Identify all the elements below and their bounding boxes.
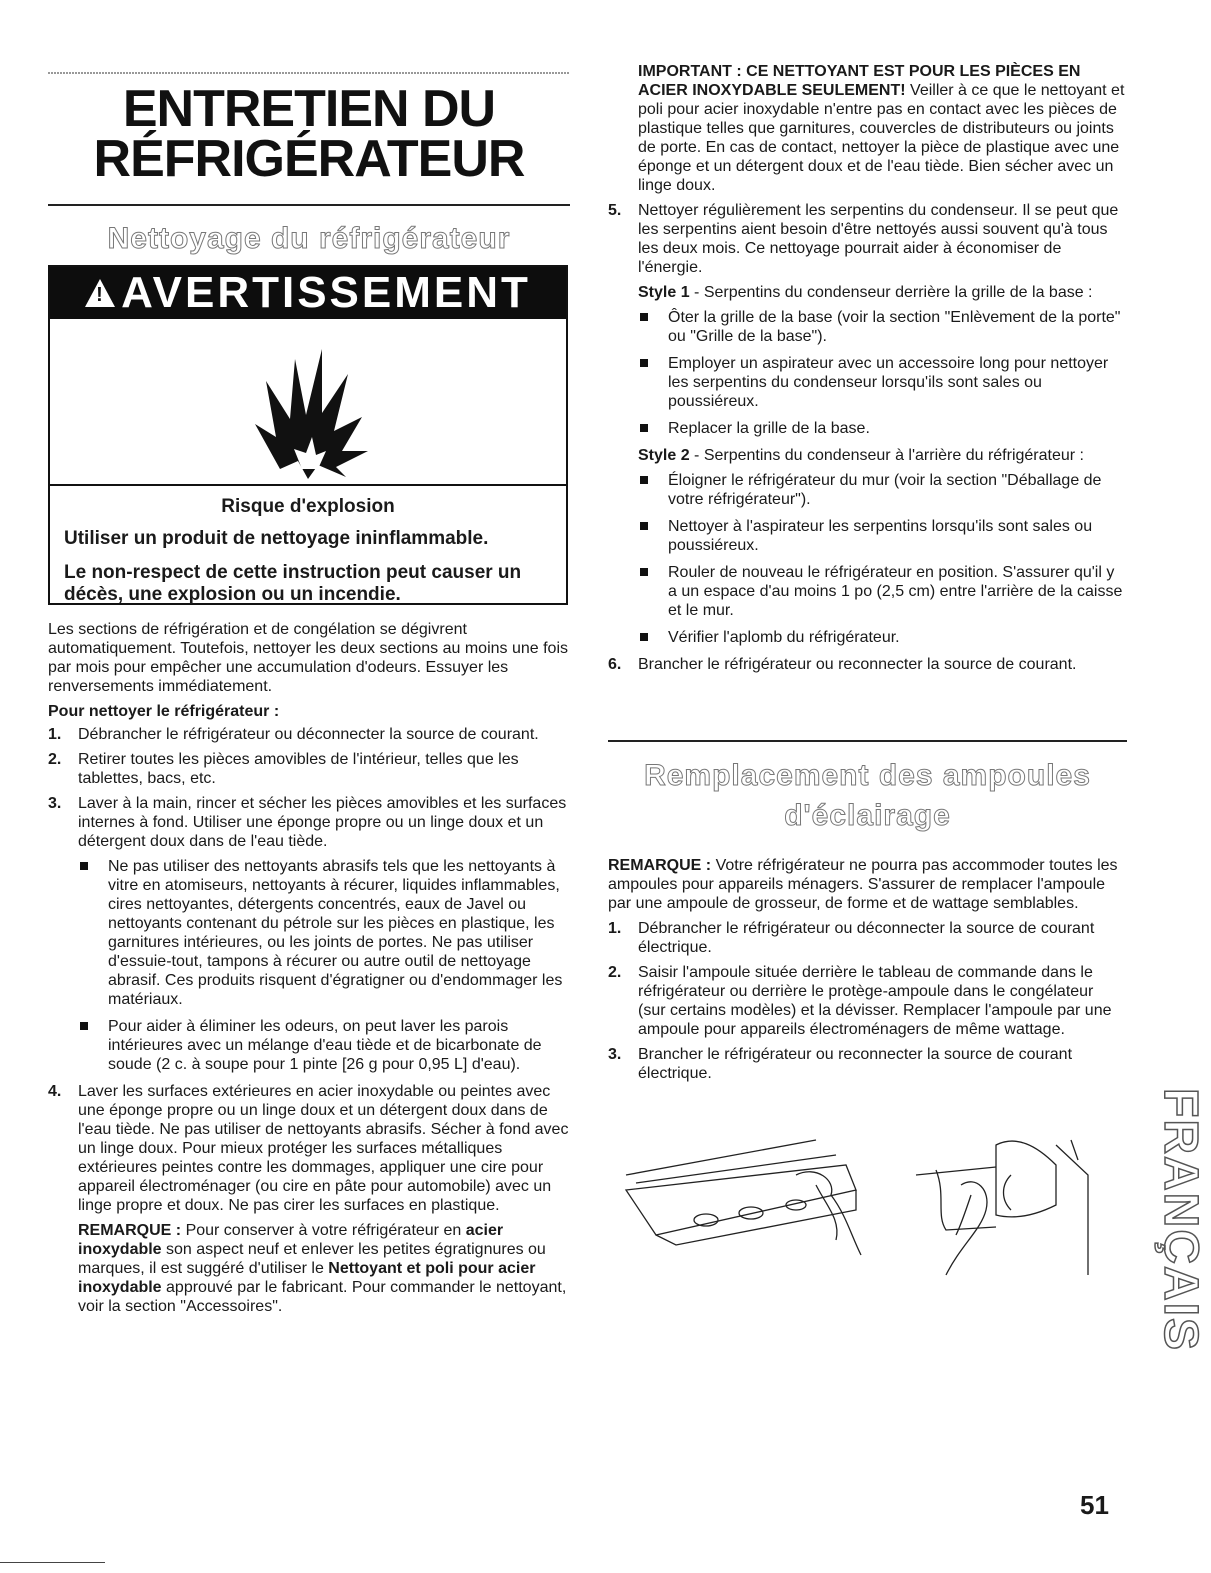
warning-line1: Utiliser un produit de nettoyage ininflammable. xyxy=(64,528,489,549)
style1-heading: Style 1 - Serpentins du condenseur derrière la grille de la base : xyxy=(638,284,1093,301)
warning-header xyxy=(50,267,566,319)
list-item: 6. Brancher le réfrigérateur ou reconnecter la source de courant. xyxy=(608,656,1077,673)
warning-label: AVERTISSEMENT xyxy=(121,268,531,317)
important-note: IMPORTANT : CE NETTOYANT EST POUR LES PIÈCES EN ACIER INOXYDABLE SEULEMENT! Veiller à ce que le nettoyant et poli pour acier inoxydable n'entre pas en contact avec les pièces de plastique telles que garnitures, couvercles de distributeurs ou joints de porte. En cas de contact, nettoyer la pièce de plastique avec une éponge et un détergent doux et de l'eau tiède. Bien sécher avec un linge doux. xyxy=(638,63,1125,194)
bulb-replacement-illustration xyxy=(616,1135,1096,1285)
section-rule xyxy=(608,740,1127,742)
bullet-item: Replacer la grille de la base. xyxy=(638,419,1125,438)
top-dotted-rule xyxy=(48,72,570,74)
list-item: 2. Saisir l'ampoule située derrière le tableau de commande dans le réfrigérateur ou derrière le protège-ampoule dans le congélateur (sur certains modèles) et la dévisser. Remplacer l'ampoule par une ampoule pour appareils électroménagers de même wattage. xyxy=(608,964,1112,1038)
section-title-bulbs: Remplacement des ampoules d'éclairage xyxy=(644,759,1091,832)
bullet-item: Rouler de nouveau le réfrigérateur en position. S'assurer qu'il y a un espace d'au moins 1 po (2,5 cm) entre l'arrière de la caisse et le mur. xyxy=(638,563,1125,620)
footer-rule xyxy=(0,1562,105,1563)
list-item: 3. Brancher le réfrigérateur ou reconnecter la source de courant électrique. xyxy=(608,1046,1073,1082)
style2-heading: Style 2 - Serpentins du condenseur à l'arrière du réfrigérateur : xyxy=(638,447,1084,464)
warning-line2: Le non-respect de cette instruction peut causer un décès, une explosion ou un incendie. xyxy=(64,562,522,605)
bullet-item: Nettoyer à l'aspirateur les serpentins lorsqu'ils sont sales ou poussiéreux. xyxy=(638,517,1125,555)
bullet-item: Ne pas utiliser des nettoyants abrasifs tels que les nettoyants à vitre en atomiseurs, nettoyants à récurer, liquides inflammables, cires nettoyantes, détergents concentrés, eaux de Javel ou nettoyants contenant du pétrole sur les pièces en plastique, les garnitures intérieures, ou les joints de portes. Ne pas utiliser d'essuie-tout, tampons à récurer ou autre outil de nettoyage abrasif. Ces produits risquent d'égratigner ou d'endommager les matériaux. xyxy=(78,857,570,1009)
cleaning-heading: Pour nettoyer le réfrigérateur : xyxy=(48,703,280,720)
list-item: 1. Débrancher le réfrigérateur ou déconnecter la source de courant. xyxy=(48,726,539,743)
style2-bullets xyxy=(638,471,1125,647)
list-item: 2. Retirer toutes les pièces amovibles de l'intérieur, telles que les tablettes, bacs, etc. xyxy=(48,751,519,787)
title-rule xyxy=(48,204,570,206)
cleaning-steps xyxy=(48,725,570,1316)
bulb-steps xyxy=(608,919,1125,1083)
bulb-section-body xyxy=(608,856,1125,1089)
explosion-icon xyxy=(50,319,566,486)
page-title: ENTRETIEN DU RÉFRIGÉRATEUR xyxy=(93,80,525,188)
list-item: 5. Nettoyer régulièrement les serpentins du condenseur. Il se peut que les serpentins aient besoin d'être nettoyés aussi souvent qu'à tous les deux mois. Ce nettoyage pourrait aider à économiser de l'énergie. Style 1 - Serpentins du condenseur derrière la grille de la base : Ôter la grille de la base (voir la section "Enlèvement de la porte" ou "Grille de la base"). Employer un aspirateur avec un accessoire long pour nettoyer les serpentins du condenseur lorsqu'ils sont sales ou poussiéreux. Replacer la grille de la base. Style 2 - Serpentins du condenseur à l'arrière du réfrigérateur : Éloigner le réfrigérateur du mur (voir la section "Déballage de votre réfrigérateur"). Nettoyer à l'aspirateur les serpentins lorsqu'ils sont sales ou poussiéreux. Rouler de nouveau le réfrigérateur en position. S'assurer qu'il y a un espace d'au moins 1 po (2,5 cm) entre l'arrière de la caisse et le mur. Vérifier l'aplomb du réfrigérateur. xyxy=(608,201,1125,647)
list-item: 4. Laver les surfaces extérieures en acier inoxydable ou peintes avec une éponge propre ou un linge doux et un détergent doux dans de l'eau tiède. Ne pas utiliser de nettoyants abrasifs. Sécher à fond avec un linge doux. Pour mieux protéger les surfaces métalliques extérieures peintes contre les dommages, appliquer une cire pour appareil électroménager (ou cire en pâte pour automobile) avec un linge propre et doux. Ne pas cirer les surfaces en plastique. REMARQUE : Pour conserver à votre réfrigérateur en acier inoxydable son aspect neuf et enlever les petites égratignures ou marques, il est suggéré d'utiliser le Nettoyant et poli pour acier inoxydable approuvé par le fabricant. Pour commander le nettoyant, voir la section "Accessoires". xyxy=(48,1083,569,1315)
left-column-body xyxy=(48,620,570,1322)
bullet-item: Pour aider à éliminer les odeurs, on peut laver les parois intérieures avec un mélange d'eau tiède et de bicarbonate de soude (2 c. à soupe pour 1 pinte [26 g pour 0,95 L] d'eau). xyxy=(78,1017,570,1074)
language-side-tab xyxy=(1140,1080,1207,1352)
section-title-cleaning: Nettoyage du réfrigérateur xyxy=(107,222,511,255)
bullet-item: Éloigner le réfrigérateur du mur (voir la section "Déballage de votre réfrigérateur"). xyxy=(638,471,1125,509)
condenser-steps xyxy=(608,201,1125,674)
right-column-body xyxy=(608,62,1125,680)
warning-box xyxy=(48,265,568,605)
bulb-remark: REMARQUE : Votre réfrigérateur ne pourra pas accommoder toutes les ampoules pour appareils ménagers. S'assurer de remplacer l'ampoule par une ampoule de grosseur, de forme et de wattage semblables. xyxy=(608,857,1118,912)
page-number: 51 xyxy=(1080,1490,1109,1520)
svg-text:FRANÇAIS: FRANÇAIS xyxy=(1154,1088,1207,1352)
list-item: 3. Laver à la main, rincer et sécher les pièces amovibles et les surfaces internes à fond. Utiliser une éponge propre ou un linge doux et un détergent doux dans de l'eau tiède. Ne pas utiliser des nettoyants abrasifs tels que les nettoyants à vitre en atomiseurs, nettoyants à récurer, liquides inflammables, cires nettoyantes, détergents concentrés, eaux de Javel ou nettoyants contenant du pétrole sur les pièces en plastique, les garnitures intérieures, ou les joints de portes. Ne pas utiliser d'essuie-tout, tampons à récurer ou autre outil de nettoyage abrasif. Ces produits risquent d'égratigner ou d'endommager les matériaux. Pour aider à éliminer les odeurs, on peut laver les parois intérieures avec un mélange d'eau tiède et de bicarbonate de soude (2 c. à soupe pour 1 pinte [26 g pour 0,95 L] d'eau). xyxy=(48,794,570,1074)
bullet-item: Ôter la grille de la base (voir la section "Enlèvement de la porte" ou "Grille de la base"). xyxy=(638,308,1125,346)
bullet-item: Employer un aspirateur avec un accessoire long pour nettoyer les serpentins du condenseur lorsqu'ils sont sales ou poussiéreux. xyxy=(638,354,1125,411)
warning-risk: Risque d'explosion xyxy=(221,496,395,517)
stainless-note: REMARQUE : Pour conserver à votre réfrigérateur en acier inoxydable son aspect neuf et enlever les petites égratignures ou marques, il est suggéré d'utiliser le Nettoyant et poli pour acier inoxydable approuvé par le fabricant. Pour commander le nettoyant, voir la section "Accessoires". xyxy=(78,1222,567,1315)
intro-paragraph: Les sections de réfrigération et de congélation se dégivrent automatiquement. Toutefois, nettoyer les deux sections au moins une fois par mois pour empêcher une accumulation d'odeurs. Essuyer les renversements immédiatement. xyxy=(48,621,569,695)
bullet-item: Vérifier l'aplomb du réfrigérateur. xyxy=(638,628,1125,647)
list-item: 1. Débrancher le réfrigérateur ou déconnecter la source de courant électrique. xyxy=(608,920,1095,956)
style1-bullets xyxy=(638,308,1125,438)
step3-bullets xyxy=(78,857,570,1074)
warning-triangle-icon xyxy=(85,279,115,307)
